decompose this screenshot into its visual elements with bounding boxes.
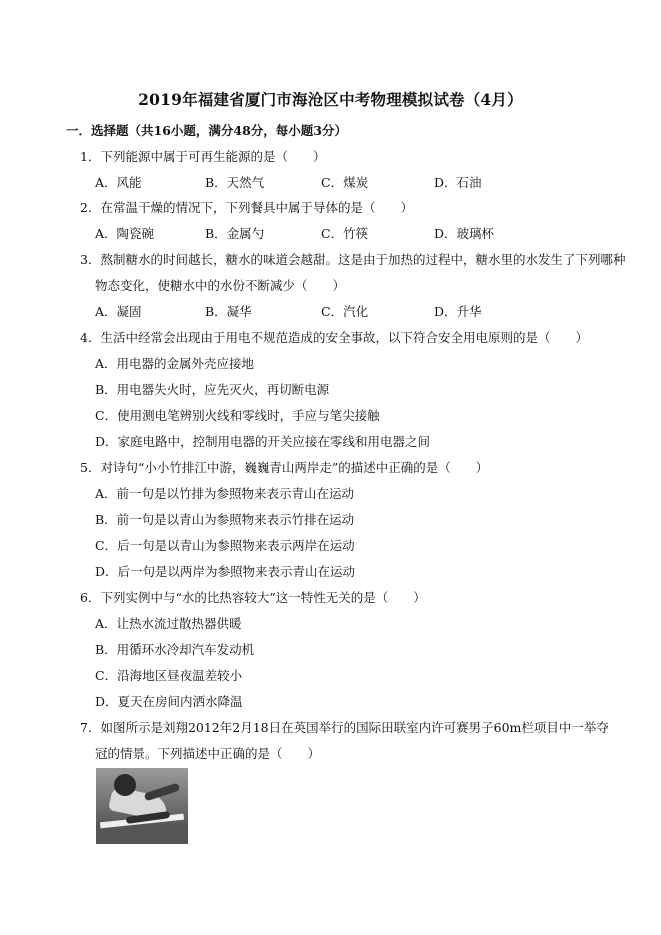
question-2-option-c: C．竹筷 [321,226,369,241]
question-4-option-c: C．使用测电笔辨别火线和零线时，手应与笔尖接触 [95,408,380,423]
question-2-stem: 2．在常温干燥的情况下，下列餐具中属于导体的是（ ） [80,200,413,215]
question-6-option-a: A．让热水流过散热器供暖 [95,616,242,631]
question-5-option-a: A．前一句是以竹排为参照物来表示青山在运动 [95,486,355,501]
question-5-stem: 5．对诗句“小小竹排江中游，巍巍青山两岸走”的描述中正确的是（ ） [80,460,489,475]
question-2-option-a: A．陶瓷碗 [95,226,155,241]
photo-athlete-head [114,774,136,796]
section-heading: 一．选择题（共16小题，满分48分，每小题3分） [66,123,347,138]
photo-ground [96,828,188,844]
photo-athlete-arm [144,783,181,802]
question-3-option-b: B．凝华 [205,304,252,319]
question-4-option-d: D．家庭电路中，控制用电器的开关应接在零线和用电器之间 [95,434,431,449]
question-5-option-b: B．前一句是以青山为参照物来表示竹排在运动 [95,512,355,527]
question-6-option-b: B．用循环水冷却汽车发动机 [95,642,255,657]
question-3-option-a: A．凝固 [95,304,142,319]
question-5-option-c: C．后一句是以青山为参照物来表示两岸在运动 [95,538,355,553]
question-2-option-b: B．金属勺 [205,226,265,241]
question-6-stem: 6．下列实例中与“水的比热容较大”这一特性无关的是（ ） [80,590,426,605]
question-6-option-c: C．沿海地区昼夜温差较小 [95,668,243,683]
hurdler-photo [96,768,188,844]
page-title: 2019年福建省厦门市海沧区中考物理模拟试卷（4月） [138,90,523,109]
question-3-option-c: C．汽化 [321,304,369,319]
question-7-stem-line1: 7．如图所示是刘翔2012年2月18日在英国举行的国际田联室内许可赛男子60m栏项目中一举夺 [80,720,609,735]
question-1-option-a: A．风能 [95,175,142,190]
question-3-option-d: D．升华 [434,304,482,319]
question-6-option-d: D．夏天在房间内洒水降温 [95,694,243,709]
question-4-stem: 4．生活中经常会出现由于用电不规范造成的安全事故，以下符合安全用电原则的是（ ） [80,330,588,345]
question-1-option-c: C．煤炭 [321,175,369,190]
question-5-option-d: D．后一句是以两岸为参照物来表示青山在运动 [95,564,356,579]
question-1-stem: 1．下列能源中属于可再生能源的是（ ） [80,149,326,164]
question-1-option-b: B．天然气 [205,175,265,190]
question-4-option-a: A．用电器的金属外壳应接地 [95,356,255,371]
question-4-option-b: B．用电器失火时，应先灭火，再切断电源 [95,382,330,397]
question-7-stem-line2: 冠的情景。下列描述中正确的是（ ） [95,746,321,761]
question-3-stem-line2: 物态变化，使糖水中的水份不断减少（ ） [95,278,346,293]
question-2-option-d: D．玻璃杯 [434,226,495,241]
question-3-stem-line1: 3．熬制糖水的时间越长，糖水的味道会越甜。这是由于加热的过程中，糖水里的水发生了下列哪种 [80,252,626,267]
question-1-option-d: D．石油 [434,175,482,190]
